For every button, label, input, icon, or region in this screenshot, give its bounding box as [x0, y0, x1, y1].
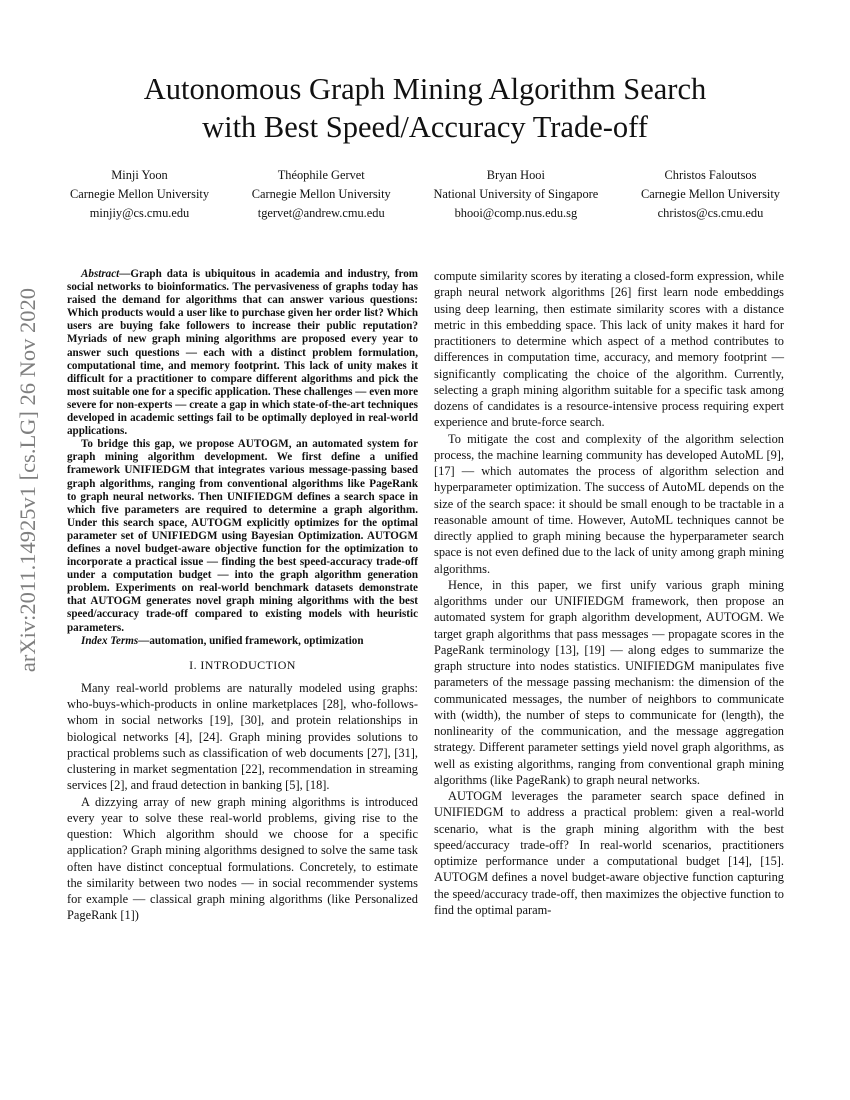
- abstract-paragraph-1: [67, 268, 418, 438]
- author-name: Christos Faloutsos: [664, 168, 757, 182]
- title-line-2: with Best Speed/Accuracy Trade-off: [202, 110, 648, 144]
- intro-paragraph-1: Many real-world problems are naturally modeled using graphs: who-buys-which-products in online marketplaces [28], who-follows-whom in social networks [19], [30], and protein relationships in biological networks [4], [24]. Graph mining provides solutions to practical problems such as classification of web documents [27], [31], clustering in market segmentation [22], recommendation in streaming services [2], and fraud detection in banking [5], [18].: [67, 680, 418, 793]
- author-4: [641, 166, 780, 223]
- index-terms-text: —automation, unified framework, optimization: [138, 634, 364, 647]
- title-line-1: Autonomous Graph Mining Algorithm Search: [143, 72, 707, 106]
- author-1: [70, 166, 209, 223]
- abstract-paragraph-2: To bridge this gap, we propose AUTOGM, an automated system for graph mining algorithm development. We first define a unified framework UNIFIEDGM that integrates various message-passing based graph algorithms, ranging from conventional algorithms like PageRank to graph neural networks. Then UNIFIEDGM defines a search space in which five parameters are required to determine a graph algorithm. Under this search space, AUTOGM explicitly optimizes for the optimal parameter set of UNIFIEDGM using Bayesian Optimization. AUTOGM defines a novel budget-aware objective function for the optimization to incorporate a practical issue — finding the best speed-accuracy trade-off under a computation budget — into the graph algorithm generation problem. Experiments on real-world benchmark datasets demonstrate that AUTOGM generates novel graph mining algorithms with the best speed/accuracy trade-off compared to existing models with heuristic parameters.: [67, 438, 418, 634]
- index-terms: [67, 635, 418, 648]
- body-paragraph-1: compute similarity scores by iterating a closed-form expression, while graph neural network algorithms [26] first learn node embeddings using deep learning, then estimate similarity scores with a distance metric in this embedding space. This lack of unity makes it hard for practitioners to determine which aspect of a method contributes to differences in computation time, accuracy, and memory footprint — significantly complicating the choice of the algorithm. Currently, selecting a graph mining algorithm suitable for a specific task among dozens of candidates is a resource-intensive process requiring expert experience and brute-force search.: [434, 269, 784, 430]
- abstract-text-1: —Graph data is ubiquitous in academia and industry, from social networks to bioinformatics. The pervasiveness of graphs today has raised the demand for algorithms that can answer various questions: Which products would a user like to purchase given her order list? Which users are buying fake followers to increase their public reputation? Myriads of new graph mining algorithms are proposed every year to answer such questions — each with a distinct problem formulation, computational time, and memory footprint. This lack of unity makes it difficult for a practitioner to compare different algorithms and pick the most suitable one for a specific application. These challenges — even more severe for non-experts — create a gap in which state-of-the-art techniques developed in academic settings fail to be optimally deployed in real-world applications.: [67, 268, 418, 438]
- author-affiliation: Carnegie Mellon University: [251, 187, 391, 201]
- author-2: [252, 166, 391, 223]
- intro-paragraph-2: A dizzying array of new graph mining algorithms is introduced every year to solve these real-world problems, giving rise to the question: Which algorithm should we choose for a specific application? Graph mining algorithms designed to solve the same task often have distinct conceptual formulations. Concretely, to estimate the similarity between two nodes — in social recommender systems for example — classical graph mining algorithms (like Personalized PageRank [1]): [67, 794, 418, 923]
- author-3: [433, 166, 598, 223]
- left-column: [67, 268, 418, 924]
- abstract-label: Abstract: [81, 268, 120, 280]
- body-paragraph-3: Hence, in this paper, we first unify various graph mining algorithms under our UNIFIEDGM framework, then propose an automated system for graph algorithm development, AUTOGM. We target graph algorithms that pass messages — propagate scores in the PageRank terminology [13], [19] — along edges to summarize the graph structure into nodes statistics. UNIFIEDGM manipulates five parameters of the message passing mechanism: the dimension of the communicated messages, the number of neighbors to communicate with (width), the number of steps to communicate for (length), the nonlinearity of the communication, and the message aggregation strategy. Different parameter settings yield novel graph algorithms, as well as existing algorithms, ranging from conventional graph mining algorithms (like PageRank) to graph neural networks.: [434, 577, 784, 787]
- index-terms-label: Index Terms: [81, 634, 139, 647]
- right-column: [434, 268, 784, 918]
- arxiv-stamp-text: arXiv:2011.14925v1 [cs.LG] 26 Nov 2020: [15, 287, 40, 673]
- body-paragraph-4: AUTOGM leverages the parameter search space defined in UNIFIEDGM to address a practical problem: given a real-world scenario, what is the graph mining algorithm with the best speed/accuracy trade-off? In real-world scenarios, practitioners optimize performance under a computational budget [14], [15]. AUTOGM defines a novel budget-aware objective function capturing the speed/accuracy trade-off, then maximizes the objective function to find the optimal param-: [434, 789, 784, 917]
- paper-title: [60, 70, 790, 146]
- author-name: Minji Yoon: [111, 168, 168, 182]
- arxiv-stamp: [6, 275, 50, 685]
- author-block: [70, 166, 780, 223]
- author-affiliation: Carnegie Mellon University: [70, 187, 210, 201]
- author-name: Théophile Gervet: [277, 168, 365, 182]
- body-paragraph-2: To mitigate the cost and complexity of the algorithm selection process, the machine learning community has developed AutoML [9], [17] — which automates the process of algorithm selection and hyperparameter optimization. The success of AutoML depends on the size of the search space: it should be small enough to be tractable in a reasonable amount of time. However, AutoML techniques cannot be directly applied to graph mining because the hyperparameter search space is not even defined due to the lack of unity among graph mining algorithms.: [434, 431, 784, 576]
- author-email: bhooi@comp.nus.edu.sg: [454, 206, 578, 220]
- author-affiliation: National University of Singapore: [433, 187, 599, 201]
- section-heading-introduction: I. INTRODUCTION: [189, 657, 296, 672]
- author-name: Bryan Hooi: [486, 168, 545, 182]
- author-email: minjiy@cs.cmu.edu: [89, 206, 190, 220]
- author-email: tgervet@andrew.cmu.edu: [257, 206, 385, 220]
- author-email: christos@cs.cmu.edu: [657, 206, 764, 220]
- author-affiliation: Carnegie Mellon University: [640, 187, 780, 201]
